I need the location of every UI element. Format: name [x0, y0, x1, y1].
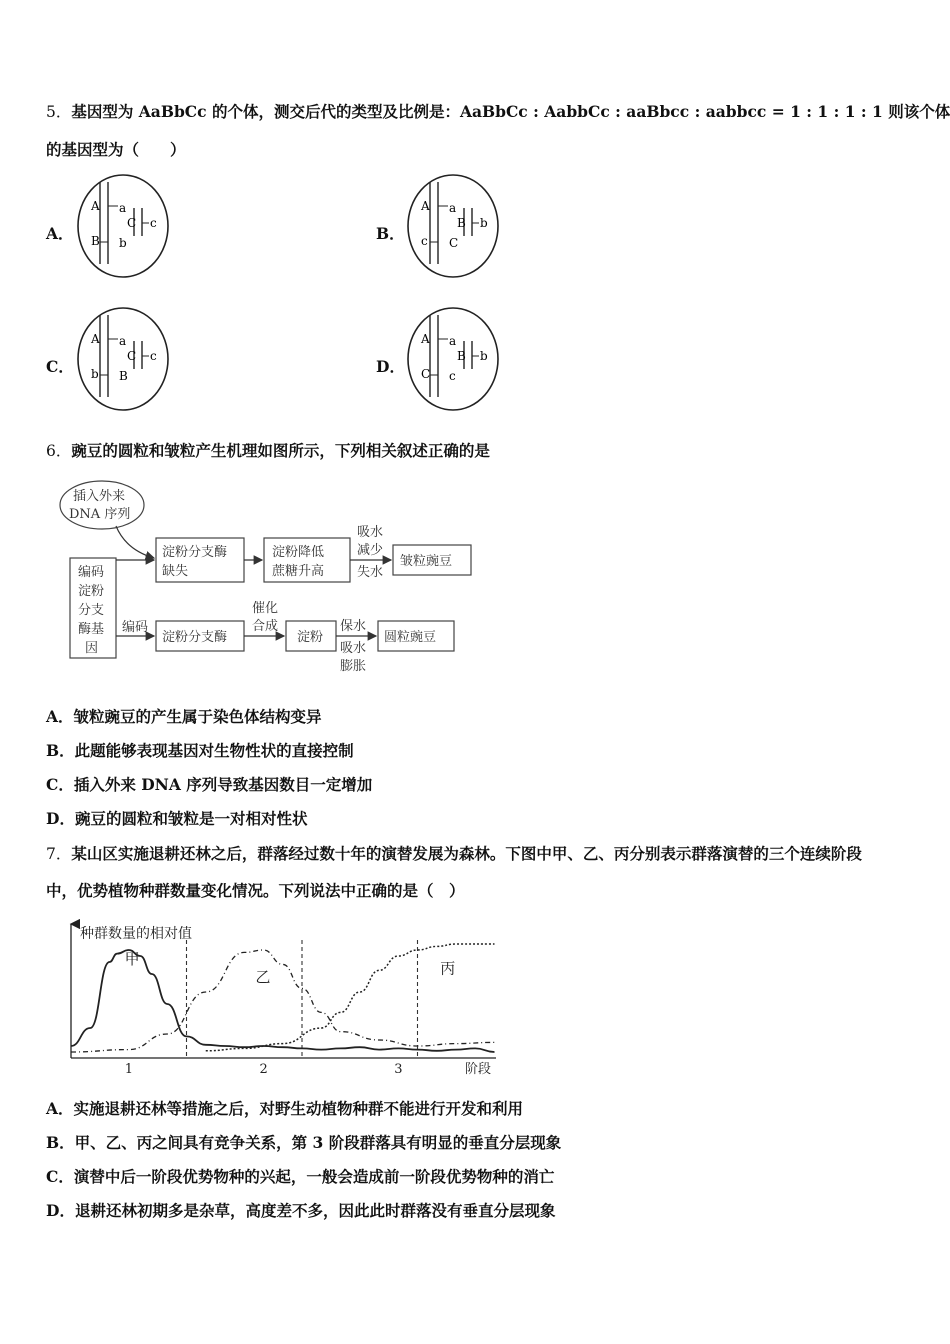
stage-tick-2: 2	[259, 1062, 268, 1077]
q7-number: 7．	[46, 845, 72, 863]
cell-a-pair-right: c	[150, 216, 157, 230]
enzyme-missing-2: 缺失	[162, 564, 189, 579]
cell-a-left-bottom: B	[91, 234, 100, 248]
cell-d-pair-right: b	[480, 349, 488, 363]
q6-option-d[interactable]	[46, 809, 307, 829]
q6-option-d-text: 豌豆的圆粒和皱粒是一对相对性状	[74, 809, 308, 828]
q7-option-c[interactable]	[46, 1167, 554, 1187]
x-axis-label: 阶段	[465, 1062, 492, 1077]
catalyze-2: 合成	[252, 619, 279, 634]
q7-option-b[interactable]	[46, 1133, 561, 1153]
q6-stem	[46, 441, 490, 461]
q6-option-c-text: 插入外来 DNA 序列导致基因数目一定增加	[73, 775, 373, 794]
cell-c-left-bottom: b	[91, 367, 99, 381]
q6-option-a-text: 皱粒豌豆的产生属于染色体结构变异	[73, 707, 322, 726]
cell-a-mid-bottom: b	[119, 236, 127, 250]
gene-box-5: 因	[85, 641, 99, 656]
keep-water: 保水	[340, 619, 367, 634]
q5-cell-c[interactable]	[74, 305, 174, 413]
q6-stem-text: 豌豆的圆粒和皱粒产生机理如图所示，下列相关叙述正确的是	[71, 441, 490, 460]
y-axis-label: 种群数量的相对值	[80, 926, 192, 942]
cell-b-mid-bottom: C	[449, 236, 459, 250]
q6-option-b[interactable]	[46, 741, 354, 761]
absorb-water-1: 吸水	[340, 641, 367, 656]
q5-option-b-key[interactable]: B．	[376, 224, 405, 243]
q6-option-b-text: 此题能够表现基因对生物性状的直接控制	[74, 741, 354, 760]
q7-option-b-key: B．	[46, 1133, 75, 1152]
cell-c-pair-right: c	[150, 349, 157, 363]
q5-number: 5．	[46, 103, 72, 121]
q7-option-d-key: D．	[46, 1201, 75, 1220]
water-less-1: 吸水	[357, 525, 384, 540]
q7-option-c-text: 演替中后一阶段优势物种的兴起，一般会造成前一阶段优势物种的消亡	[73, 1167, 555, 1186]
q5-line1	[46, 102, 950, 122]
q7-stem-line1-text: 某山区实施退耕还林之后，群落经过数十年的演替发展为森林。下图中甲、乙、丙分别表示群落演替的三个连续阶段	[71, 844, 862, 863]
q5-option-d-key[interactable]: D．	[376, 357, 405, 376]
q6-option-c-key: C．	[46, 775, 74, 794]
series-labels	[125, 950, 456, 986]
starch-label: 淀粉	[297, 630, 324, 645]
catalyze-1: 催化	[252, 601, 279, 616]
stage-tick-1: 1	[124, 1062, 134, 1077]
water-less-2: 减少	[357, 543, 384, 558]
cell-a-pair-left: C	[127, 216, 137, 230]
absorb-water-2: 膨胀	[340, 659, 367, 674]
cell-b-mid-top: a	[449, 201, 457, 215]
cell-c-left-top: A	[91, 332, 100, 346]
bubble-line2: DNA 序列	[69, 507, 131, 522]
series-label-2: 乙	[255, 968, 271, 986]
q7-option-a[interactable]	[46, 1099, 523, 1119]
q5-option-a-key[interactable]: A．	[46, 224, 74, 243]
q6-option-b-key: B．	[46, 741, 75, 760]
cell-d-mid-top: a	[449, 334, 457, 348]
cell-d-pair-left: B	[457, 349, 466, 363]
q5-cell-a[interactable]	[74, 172, 174, 280]
cell-c-pair-left: C	[127, 349, 137, 363]
q7-option-c-key: C．	[46, 1167, 74, 1186]
q6-option-d-key: D．	[46, 809, 75, 828]
q7-stem-line1	[46, 844, 862, 864]
q7-option-d[interactable]	[46, 1201, 555, 1221]
q6-option-c[interactable]	[46, 775, 372, 795]
q6-number: 6．	[46, 442, 72, 460]
q5-stem-line2: 的基因型为（ ）	[46, 140, 186, 159]
q6-mechanism-diagram	[56, 478, 486, 678]
q7-stem-line2: 中，优势植物种群数量变化情况。下列说法中正确的是（ ）	[46, 881, 465, 900]
q7-option-a-text: 实施退耕还林等措施之后，对野生动植物种群不能进行开发和利用	[73, 1099, 524, 1118]
gene-box-1: 编码	[78, 565, 105, 580]
q7-population-chart	[60, 918, 510, 1083]
q5-cell-b[interactable]	[404, 172, 504, 280]
cell-a-left-top: A	[91, 199, 100, 213]
gene-box-3: 分支	[78, 603, 105, 618]
series-label-1: 甲	[124, 950, 140, 968]
enzyme-label: 淀粉分支酶	[162, 630, 228, 645]
cell-b-left-top: A	[421, 199, 430, 213]
q7-option-b-text: 甲、乙、丙之间具有竞争关系，第 3 阶段群落具有明显的垂直分层现象	[74, 1133, 562, 1152]
q6-option-a[interactable]	[46, 707, 322, 727]
cell-d-left-bottom: C	[421, 367, 431, 381]
round-pea: 圆粒豌豆	[384, 630, 437, 645]
cell-b-left-bottom: c	[421, 234, 428, 248]
q5-option-c-key[interactable]: C．	[46, 357, 74, 376]
enzyme-missing-1: 淀粉分支酶	[162, 545, 228, 560]
stage-tick-labels	[125, 1062, 403, 1077]
gene-box-4: 酶基	[78, 622, 105, 637]
cell-d-left-top: A	[421, 332, 430, 346]
q5-stem-line1: 基因型为 AaBbCc 的个体，测交后代的类型及比例是：AaBbCc : AabbCc : aaBbcc : aabbcc = 1 : 1 : 1 : 1 则该个体	[71, 102, 950, 121]
wrinkled-pea: 皱粒豌豆	[400, 554, 453, 569]
q7-option-d-text: 退耕还林初期多是杂草，高度差不多，因此此时群落没有垂直分层现象	[74, 1201, 556, 1220]
cell-d-mid-bottom: c	[449, 369, 456, 383]
starch-low-2: 蔗糖升高	[272, 564, 325, 579]
q7-option-a-key: A．	[46, 1099, 74, 1118]
bubble-line1: 插入外来	[73, 489, 126, 504]
lose-water: 失水	[357, 565, 384, 580]
encode-label: 编码	[122, 620, 149, 635]
series-label-3: 丙	[440, 959, 456, 978]
cell-b-pair-left: B	[457, 216, 466, 230]
q6-option-a-key: A．	[46, 707, 74, 726]
starch-low-1: 淀粉降低	[272, 545, 325, 560]
cell-a-mid-top: a	[119, 201, 127, 215]
cell-c-mid-top: a	[119, 334, 127, 348]
q5-cell-d[interactable]	[404, 305, 504, 413]
stage-tick-3: 3	[394, 1062, 403, 1077]
cell-c-mid-bottom: B	[119, 369, 128, 383]
cell-b-pair-right: b	[480, 216, 488, 230]
gene-box-2: 淀粉	[78, 584, 105, 599]
